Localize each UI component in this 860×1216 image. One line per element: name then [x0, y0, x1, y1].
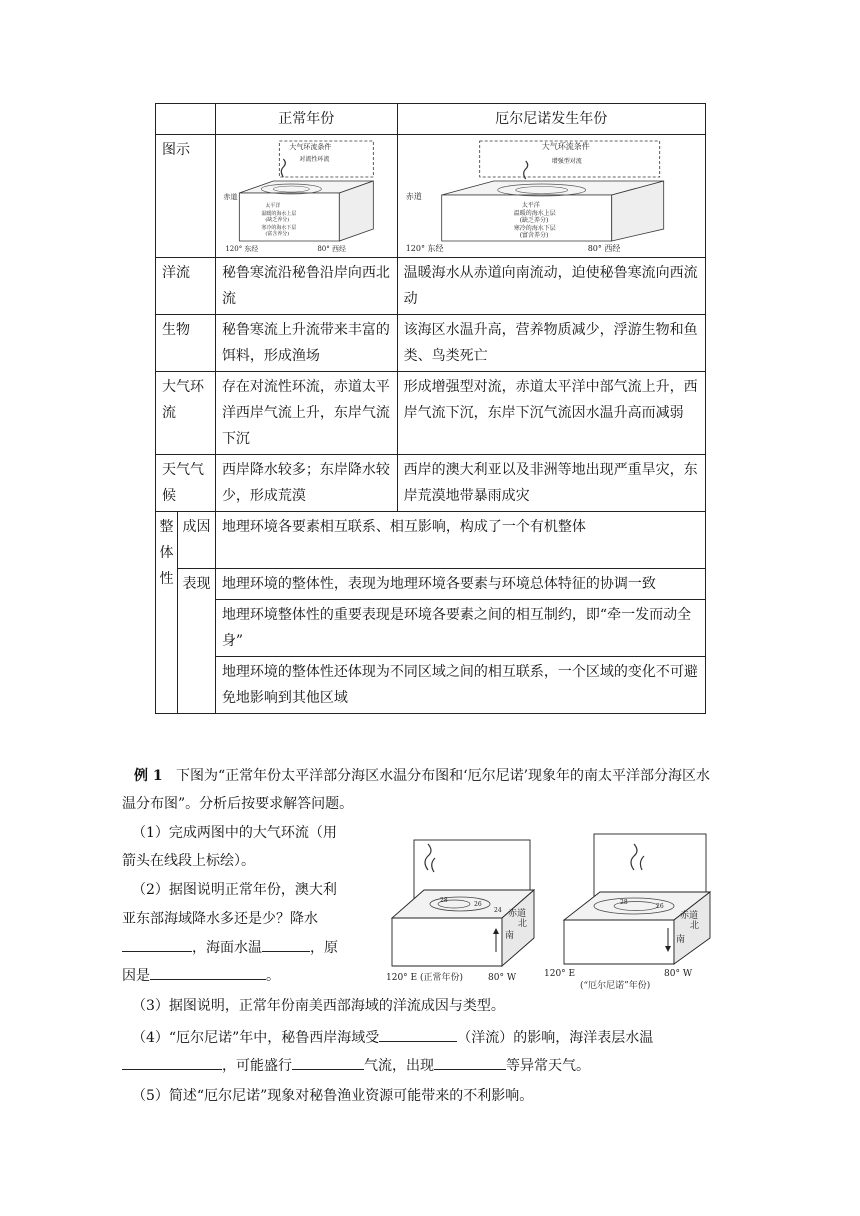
svg-text:寒冷的海水下层: 寒冷的海水下层 — [513, 225, 556, 232]
svg-text:(富含养分): (富含养分) — [519, 232, 548, 239]
svg-text:26: 26 — [474, 901, 482, 908]
svg-text:南: 南 — [505, 931, 515, 941]
answer-blank[interactable] — [122, 935, 192, 952]
svg-text:24: 24 — [494, 907, 502, 914]
answer-blank[interactable] — [292, 1053, 364, 1070]
question-2-line-2: 亚东部海域降水多还是少？降水 — [122, 911, 318, 927]
header-el-nino-year: 厄尔尼诺发生年份 — [397, 104, 705, 135]
svg-text:28: 28 — [620, 899, 628, 906]
svg-text:温暖的海水上层: 温暖的海水上层 — [261, 211, 297, 217]
svg-text:北: 北 — [690, 921, 700, 931]
svg-text:赤道: 赤道 — [680, 911, 699, 921]
table-row-integrity-show-1: 表现 地理环境的整体性，表现为地理环境各要素与环境总体特征的协调一致 — [156, 569, 706, 600]
svg-text:120° 东经: 120° 东经 — [405, 244, 444, 253]
normal-year-block — [386, 840, 534, 983]
svg-text:赤道: 赤道 — [405, 192, 422, 201]
table-header-row — [156, 104, 706, 135]
svg-text:太平洋: 太平洋 — [265, 203, 281, 209]
water-temperature-figure — [384, 830, 714, 990]
question-4-line-1: （4）“厄尔尼诺”年中，秘鲁西岸海域受 （洋流）的影响，海洋表层水温 — [132, 1024, 653, 1052]
svg-text:28: 28 — [440, 897, 448, 904]
svg-text:80° 西经: 80° 西经 — [587, 244, 621, 253]
header-normal-year: 正常年份 — [215, 104, 397, 135]
question-5: （5）简述“厄尔尼诺”现象对秘鲁渔业资源可能带来的不利影响。 — [132, 1088, 534, 1104]
question-1-line-1: （1）完成两图中的大气环流（用 — [132, 825, 337, 841]
svg-text:80° 西经: 80° 西经 — [317, 245, 346, 253]
example-section — [122, 762, 722, 818]
question-2-line-3: ，海面水温 ，原 — [122, 934, 338, 962]
question-2-line-1: （2）据图说明正常年份，澳大利 — [132, 882, 337, 898]
table-row-integrity-show-2: 地理环境整体性的重要表现是环境各要素之间的相互制约，即“牵一发而动全身” — [156, 600, 706, 657]
svg-text:120° E: 120° E — [544, 969, 576, 979]
cause-label: 成因 — [177, 512, 215, 569]
svg-text:(缺乏养分): (缺乏养分) — [265, 217, 290, 223]
answer-blank[interactable] — [122, 1053, 222, 1070]
svg-text:对流性环流: 对流性环流 — [299, 156, 330, 163]
svg-text:(缺乏养分): (缺乏养分) — [519, 217, 548, 224]
show-label: 表现 — [177, 569, 215, 714]
row-label: 图示 — [156, 135, 216, 258]
svg-text:北: 北 — [518, 919, 528, 929]
svg-text:增强型对流: 增强型对流 — [551, 158, 582, 165]
row-label: 天气气候 — [156, 455, 216, 512]
table-row-climate: 天气气候 西岸降水较多；东岸降水较少，形成荒漠 西岸的澳大利亚以及非洲等地出现严重旱灾，东岸荒漠地带暴雨成灾 — [156, 455, 706, 512]
table-row-biology: 生物 秘鲁寒流上升流带来丰富的饵料，形成渔场 该海区水温升高，营养物质减少，浮游生物和鱼类、鸟类死亡 — [156, 315, 706, 372]
answer-blank[interactable] — [262, 935, 310, 952]
example-intro: 下图为“正常年份太平洋部分海区水温分布图和‘厄尔尼诺’现象年的南太平洋部分海区水温分布图”。分析后按要求解答问题。 — [122, 768, 711, 812]
el-nino-year-block — [544, 834, 710, 990]
table-row-currents: 洋流 秘鲁寒流沿秘鲁沿岸向西北流 温暖海水从赤道向南流动，迫使秘鲁寒流向西流动 — [156, 258, 706, 315]
row-label: 生物 — [156, 315, 216, 372]
answer-blank[interactable] — [434, 1053, 506, 1070]
integrity-label: 整体性 — [156, 512, 178, 714]
answer-blank[interactable] — [379, 1025, 457, 1042]
question-2-line-4: 因是 。 — [122, 962, 280, 990]
svg-text:大气环流条件: 大气环流条件 — [541, 142, 590, 151]
svg-text:120° 东经: 120° 东经 — [225, 245, 259, 253]
table-row-integrity-show-3: 地理环境的整体性还体现为不同区域之间的相互联系，一个区域的变化不可避免地影响到其他区域 — [156, 657, 706, 714]
question-1-line-2: 箭头在线段上标绘）。 — [122, 853, 255, 869]
comparison-table — [155, 103, 706, 714]
table-row-integrity-cause: 整体性 成因 地理环境各要素相互联系、相互影响，构成了一个有机整体 — [156, 512, 706, 569]
svg-text:南: 南 — [676, 935, 686, 945]
question-4-line-2: ，可能盛行 气流，出现 等异常天气。 — [122, 1052, 590, 1080]
row-label: 大气环流 — [156, 372, 216, 455]
svg-text:寒冷的海水下层: 寒冷的海水下层 — [261, 225, 297, 231]
svg-text:26: 26 — [656, 903, 664, 910]
svg-text:(富含养分): (富含养分) — [265, 231, 290, 237]
svg-text:太平洋: 太平洋 — [521, 202, 540, 209]
example-number: 例 1 — [134, 768, 163, 784]
svg-text:80° W: 80° W — [488, 973, 517, 983]
svg-text:大气环流条件: 大气环流条件 — [289, 143, 332, 151]
row-label: 洋流 — [156, 258, 216, 315]
svg-text:(“厄尔尼诺”年份): (“厄尔尼诺”年份) — [580, 981, 651, 990]
svg-text:温暖的海水上层: 温暖的海水上层 — [513, 210, 556, 217]
svg-text:赤道: 赤道 — [508, 909, 527, 919]
svg-text:赤道: 赤道 — [223, 193, 238, 201]
normal-year-diagram — [218, 137, 395, 255]
table-row-atmosphere: 大气环流 存在对流性环流，赤道太平洋西岸气流上升，东岸气流下沉 形成增强型对流，赤道太平洋中部气流上升，西岸气流下沉，东岸下沉气流因水温升高而减弱 — [156, 372, 706, 455]
svg-text:120° E (正常年份): 120° E (正常年份) — [386, 973, 463, 983]
svg-text:80° W: 80° W — [664, 969, 693, 979]
answer-blank[interactable] — [150, 963, 266, 980]
el-nino-year-diagram — [400, 137, 703, 255]
question-3: （3）据图说明，正常年份南美西部海域的洋流成因与类型。 — [132, 998, 505, 1014]
table-row-diagram — [156, 135, 706, 258]
